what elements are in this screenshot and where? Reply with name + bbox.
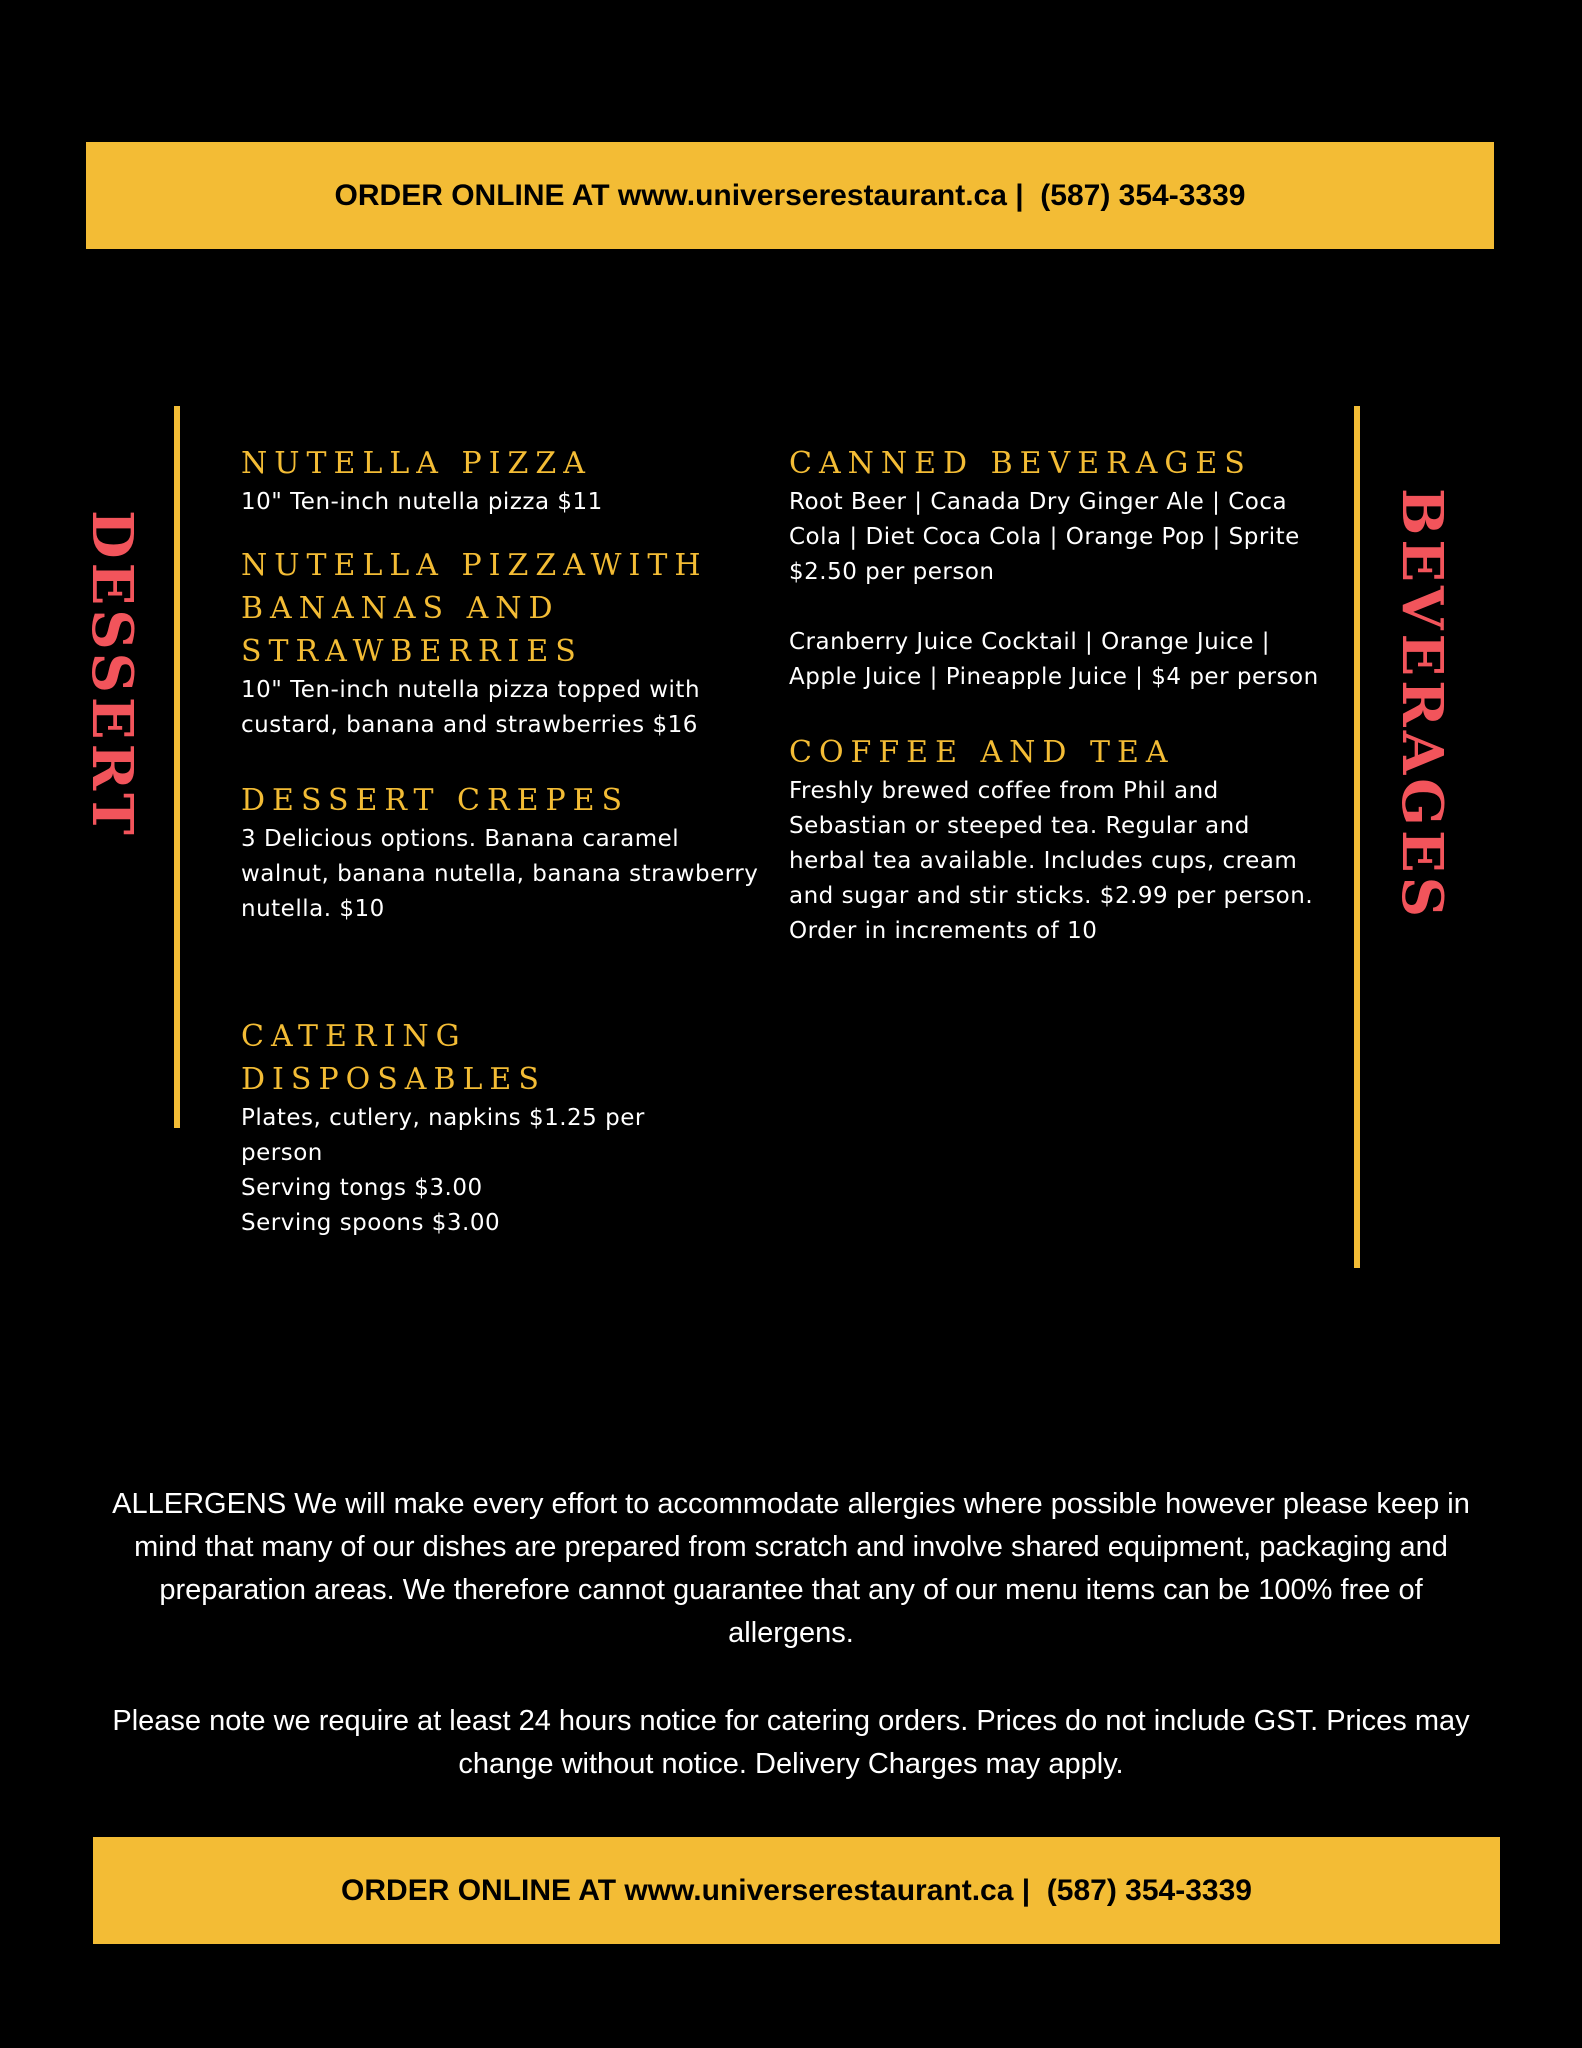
menu-item-name: CANNED BEVERAGES bbox=[789, 446, 1252, 481]
menu-item-name: COFFEE AND TEA bbox=[789, 735, 1175, 770]
order-online-text: ORDER ONLINE AT www.universerestaurant.ca | (587) 354-3339 bbox=[334, 178, 1246, 212]
menu-item-coffee-and-tea bbox=[789, 731, 1319, 949]
menu-item-desc: Serving tongs $3.00 bbox=[241, 1175, 483, 1201]
menu-item-desc: 10" Ten-inch nutella pizza $11 bbox=[241, 489, 603, 515]
allergens-note: ALLERGENS We will make every effort to accommodate allergies where possible however please keep in mind that many of our dishes are prepared from scratch and involve shared equipment, packaging and preparation areas. We therefore cannot guarantee that any of our menu items can be 100% free of allergens. bbox=[112, 1488, 1470, 1649]
order-online-banner-bottom bbox=[93, 1837, 1500, 1944]
menu-item-nutella-pizza-bananas bbox=[241, 544, 771, 743]
menu-item-desc: Root Beer | Canada Dry Ginger Ale | Coca Cola | Diet Coca Cola | Orange Pop | Sprite $2.50 per person bbox=[789, 489, 1300, 585]
menu-item-desc: 10" Ten-inch nutella pizza topped with custard, banana and strawberries $16 bbox=[241, 677, 701, 738]
dessert-column bbox=[241, 442, 771, 1241]
menu-item-desc: Serving spoons $3.00 bbox=[241, 1210, 501, 1236]
divider-right bbox=[1354, 406, 1360, 1268]
menu-item-catering-disposables bbox=[241, 1015, 771, 1241]
menu-item-dessert-crepes bbox=[241, 779, 771, 927]
menu-item-desc: Freshly brewed coffee from Phil and Sebastian or steeped tea. Regular and herbal tea available. Includes cups, cream and sugar and stir sticks. $2.99 per person. Order in increments of 10 bbox=[789, 778, 1314, 944]
menu-item-name: CATERING DISPOSABLES bbox=[241, 1019, 546, 1097]
order-online-text: ORDER ONLINE AT www.universerestaurant.ca | (587) 354-3339 bbox=[341, 1873, 1252, 1907]
menu-item-desc: 3 Delicious options. Banana caramel walnut, banana nutella, banana strawberry nutella. $10 bbox=[241, 826, 759, 922]
menu-item-name: NUTELLA PIZZAWITH BANANAS AND STRAWBERRIES bbox=[241, 548, 708, 669]
menu-item-name: DESSERT CREPES bbox=[241, 783, 630, 818]
menu-item-desc: Plates, cutlery, napkins $1.25 per person bbox=[241, 1105, 645, 1166]
menu-item-canned-beverages bbox=[789, 442, 1319, 695]
beverages-section-title: BEVERAGES bbox=[1389, 488, 1455, 922]
beverages-column bbox=[789, 442, 1319, 949]
divider-left bbox=[174, 406, 180, 1128]
order-online-banner-top bbox=[86, 142, 1494, 249]
menu-item-name: NUTELLA PIZZA bbox=[241, 446, 592, 481]
menu-item-desc: Cranberry Juice Cocktail | Orange Juice | Apple Juice | Pineapple Juice | $4 per person bbox=[789, 629, 1319, 690]
catering-notice: Please note we require at least 24 hours notice for catering orders. Prices do not include GST. Prices may change without notice. Delivery Charges may apply. bbox=[112, 1705, 1470, 1780]
dessert-section-title: DESSERT bbox=[79, 510, 145, 839]
menu-item-nutella-pizza bbox=[241, 442, 771, 520]
